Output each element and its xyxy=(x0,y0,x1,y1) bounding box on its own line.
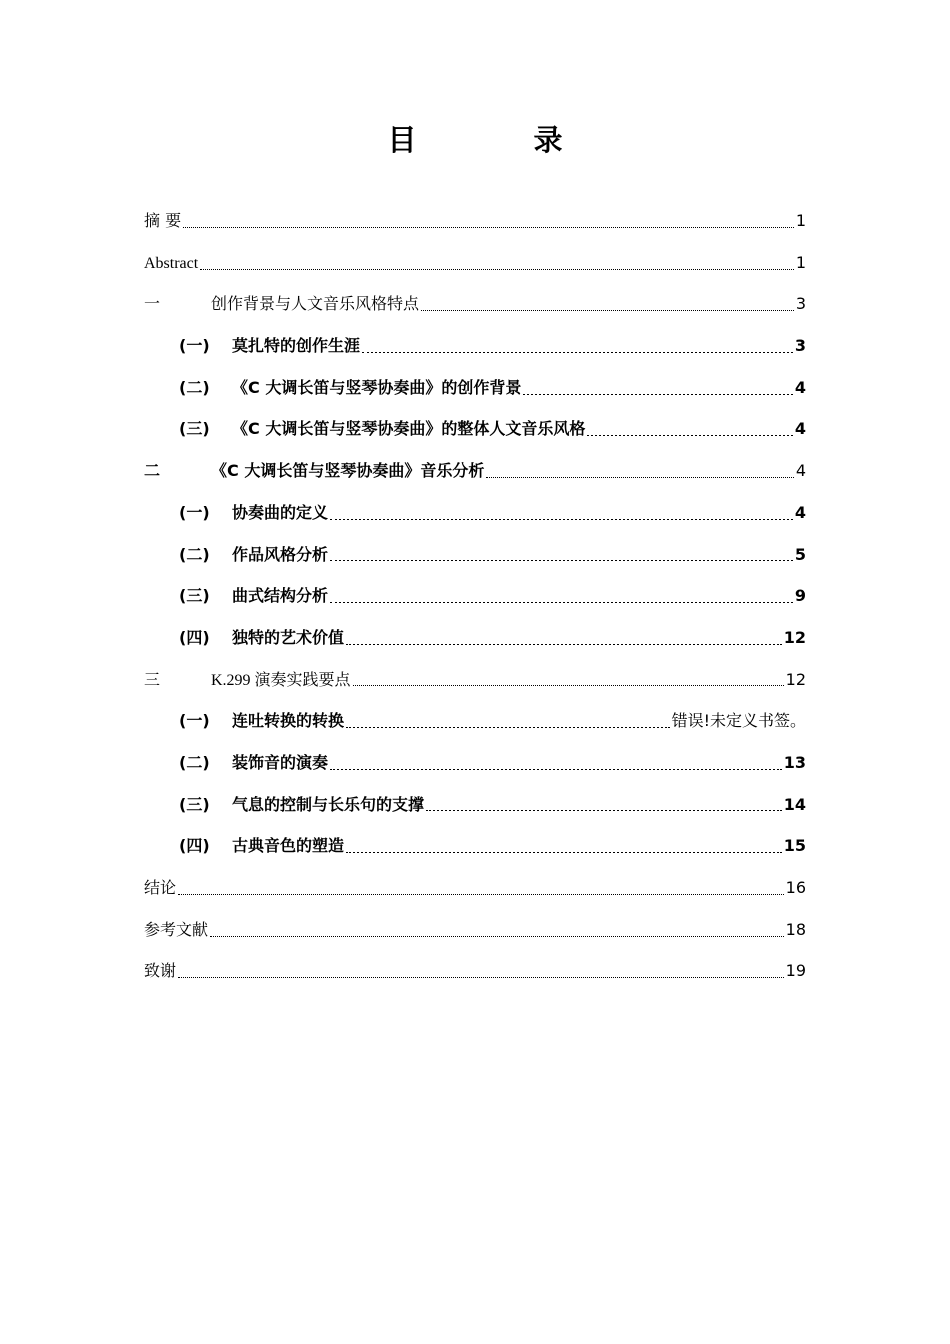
toc-entry-label: 独特的艺术价值 xyxy=(232,627,345,647)
toc-entry[interactable] xyxy=(144,784,806,826)
toc-entry[interactable] xyxy=(144,450,806,492)
toc-dot-leader xyxy=(421,310,794,311)
toc-entry[interactable] xyxy=(144,909,806,951)
toc-entry-label: 创作背景与人文音乐风格特点 xyxy=(211,294,420,314)
toc-dot-leader xyxy=(330,602,793,603)
toc-entry-page-number: 3 xyxy=(794,336,806,356)
toc-entry-number: (二) xyxy=(179,752,210,772)
toc-entry[interactable] xyxy=(144,950,806,992)
toc-entry-label: 参考文献 xyxy=(144,919,209,939)
toc-entry-number: 一 xyxy=(144,294,161,314)
toc-entry[interactable] xyxy=(144,408,806,450)
toc-entry-number: (三) xyxy=(179,419,210,439)
toc-entry-label: 《C 大调长笛与竖琴协奏曲》的创作背景 xyxy=(232,377,522,397)
toc-entry[interactable] xyxy=(144,492,806,534)
toc-entry-label: 气息的控制与长乐句的支撑 xyxy=(232,794,425,814)
toc-entry[interactable] xyxy=(144,367,806,409)
toc-dot-leader xyxy=(353,685,784,686)
toc-entry-number: (三) xyxy=(179,586,210,606)
toc-dot-leader xyxy=(426,810,782,811)
toc-entry-label: K.299 演奏实践要点 xyxy=(211,671,351,689)
toc-dot-leader xyxy=(210,936,784,937)
toc-entry-label: 《C 大调长笛与竖琴协奏曲》音乐分析 xyxy=(211,461,485,481)
toc-entry-page-number: 3 xyxy=(795,294,806,314)
toc-dot-leader xyxy=(330,560,793,561)
toc-entry-page-number: 4 xyxy=(794,419,806,439)
toc-dot-leader xyxy=(200,269,794,270)
toc-entry-label: 曲式结构分析 xyxy=(232,586,329,606)
toc-entry-page-number: 13 xyxy=(783,752,806,772)
toc-entry-page-number: 1 xyxy=(795,211,806,230)
toc-entry-number: (四) xyxy=(179,627,210,647)
toc-entry-number: (一) xyxy=(179,711,210,731)
toc-entry-label: 连吐转换的转换 xyxy=(232,711,345,731)
toc-entry-label: 作品风格分析 xyxy=(232,544,329,564)
toc-entry-page-number: 4 xyxy=(794,502,806,522)
toc-entry-page-number: 4 xyxy=(795,461,806,481)
toc-entry[interactable] xyxy=(144,700,806,742)
toc-entry[interactable] xyxy=(144,659,806,701)
toc-dot-leader xyxy=(346,644,782,645)
toc-entry-label: 摘 要 xyxy=(144,211,182,230)
toc-entry-label: 结论 xyxy=(144,878,177,897)
toc-entry[interactable] xyxy=(144,867,806,909)
toc-entry-number: (二) xyxy=(179,544,210,564)
toc-dot-leader xyxy=(330,519,793,520)
toc-entry[interactable] xyxy=(144,200,806,242)
toc-entry-number: (三) xyxy=(179,794,210,814)
toc-entry-page-number: 15 xyxy=(783,836,806,856)
toc-dot-leader xyxy=(362,352,793,353)
toc-entry-label: 古典音色的塑造 xyxy=(232,836,345,856)
toc-entry[interactable] xyxy=(144,575,806,617)
toc-entry-page-number: 1 xyxy=(795,252,806,272)
toc-entry[interactable] xyxy=(144,617,806,659)
toc-entry-label: 装饰音的演奏 xyxy=(232,752,329,772)
toc-entry-page-number: 19 xyxy=(785,961,806,981)
toc-entry-page-number: 16 xyxy=(785,878,806,897)
toc-entry[interactable] xyxy=(144,242,806,284)
toc-entry-page-number: 12 xyxy=(785,669,806,689)
toc-entry-label: Abstract xyxy=(144,254,199,272)
toc-entry-label: 莫扎特的创作生涯 xyxy=(232,336,361,356)
toc-entry[interactable] xyxy=(144,742,806,784)
toc-entry-page-number: 4 xyxy=(794,377,806,397)
toc-entry-label: 致谢 xyxy=(144,961,177,981)
toc-dot-leader xyxy=(178,977,784,978)
toc-entry-page-number: 18 xyxy=(785,919,806,939)
toc-dot-leader xyxy=(523,394,793,395)
toc-entry-number: 二 xyxy=(144,461,161,481)
toc-entry-number: (一) xyxy=(179,502,210,522)
toc-dot-leader xyxy=(183,227,794,228)
toc-dot-leader xyxy=(587,435,793,436)
toc-entry-label: 《C 大调长笛与竖琴协奏曲》的整体人文音乐风格 xyxy=(232,419,586,439)
toc-entry[interactable] xyxy=(144,825,806,867)
toc-title: 目 录 xyxy=(387,123,607,157)
toc-entry-number: (四) xyxy=(179,836,210,856)
toc-entry-page-number: 5 xyxy=(794,544,806,564)
toc-entry-number: 三 xyxy=(144,669,161,689)
toc-entry[interactable] xyxy=(144,325,806,367)
toc-entry[interactable] xyxy=(144,283,806,325)
toc-entry-page-number: 错误!未定义书签。 xyxy=(671,711,806,731)
toc-list xyxy=(144,200,806,992)
toc-dot-leader xyxy=(178,894,784,895)
toc-dot-leader xyxy=(330,769,782,770)
toc-entry-page-number: 14 xyxy=(783,794,806,814)
toc-entry-page-number: 12 xyxy=(783,627,806,647)
toc-dot-leader xyxy=(486,477,793,478)
toc-entry-number: (一) xyxy=(179,336,210,356)
toc-entry-page-number: 9 xyxy=(794,586,806,606)
toc-entry[interactable] xyxy=(144,534,806,576)
toc-entry-number: (二) xyxy=(179,377,210,397)
toc-dot-leader xyxy=(346,852,782,853)
toc-entry-label: 协奏曲的定义 xyxy=(232,502,329,522)
toc-dot-leader xyxy=(346,727,670,728)
